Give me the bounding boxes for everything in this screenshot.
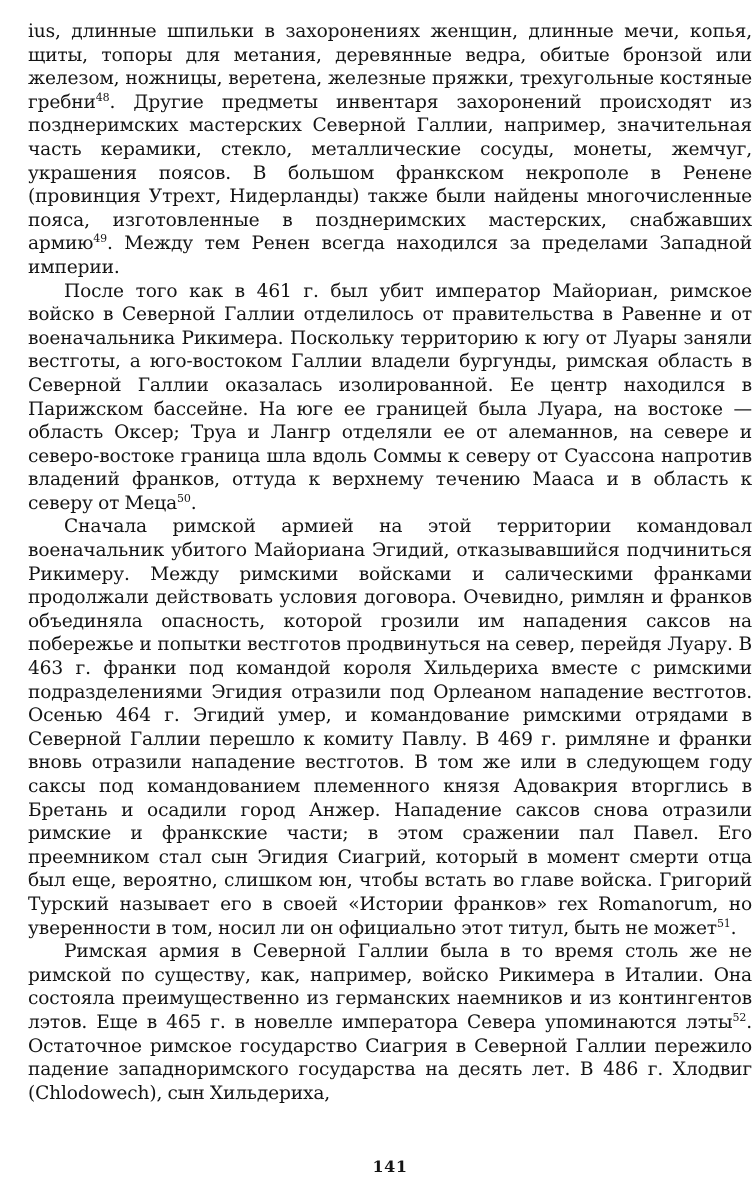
footnote-marker: 51 xyxy=(716,916,731,930)
paragraph-text: . Между тем Ренен всегда находился за пределами Западной империи. xyxy=(28,233,752,278)
paragraph xyxy=(28,20,752,280)
paragraph-text: . xyxy=(190,492,197,514)
footnote-marker: 48 xyxy=(95,90,110,104)
paragraph xyxy=(28,280,752,516)
footnote-marker: 50 xyxy=(177,491,191,505)
paragraph xyxy=(28,940,752,1105)
paragraph-text: Сначала римской армией на этой территории командовал военачальник убитого Майориана Эгидий, отказывавшийся подчиниться Рикимеру. Между римскими войсками и салическими франками продолжали действовать условия договора. Очевидно, римлян и франков объединяла опасность, которой грозили им нападения саксов на побережье и попытки вестготов продвинуться на север, перейдя Луару. В 463 г. франки под командой короля Хильдериха вместе с римскими подразделениями Эгидия отразили под Орлеаном нападение вестготов. Осенью 464 г. Эгидий умер, и командование римскими отрядами в Северной Галлии перешло к комиту Павлу. В 469 г. римляне и франки вновь отразили нападение вестготов. В том же или в следующем году саксы под командованием племенного князя Адовакрия вторглись в Бретань и осадили город Анжер. Нападение саксов снова отразили римские и франкские части; в этом сражении пал Павел. Его преемником стал сын Эгидия Сиагрий, который в момент смерти отца был еще, вероятно, слишком юн, чтобы встать во главе войска. Григорий Турский называет его в своей «Истории франков» rex Romanorum, но уверенности в том, носил ли он официально этот титул, быть не может xyxy=(28,516,752,939)
footnote-marker: 49 xyxy=(93,232,107,246)
paragraph xyxy=(28,515,752,940)
body-text xyxy=(28,20,752,1105)
paragraph-text: . Остаточное римское государство Сиагрия в Северной Галлии пережило падение западноримского государства на десять лет. В 486 г. Хлодвиг (Chlodowech), сын Хильдериха, xyxy=(28,1011,752,1104)
paragraph-text: . Другие предметы инвентаря захоронений происходят из позднеримских мастерских Северной Галлии, например, значительная часть керамики, стекло, металлические сосуды, монеты, жемчуг, украшения поясов. В большом франкском некрополе в Ренене (провинция Утрехт, Нидерланды) также были найдены многочисленные пояса, изготовленные в позднеримских мастерских, снабжавших армию xyxy=(28,91,752,255)
paragraph-text: . xyxy=(730,917,737,939)
footnote-marker: 52 xyxy=(732,1010,747,1024)
paragraph-text: Римская армия в Северной Галлии была в то время столь же не римской по существу, как, например, войско Рикимера в Италии. Она состояла преимущественно из германских наемников и из контингентов лэтов. Еще в 465 г. в новелле императора Севера упоминаются лэты xyxy=(28,941,752,1033)
page-number: 141 xyxy=(372,1157,408,1176)
document-page xyxy=(28,20,752,1176)
paragraph-text: После того как в 461 г. был убит император Майориан, римское войско в Северной Галлии отделилось от правительства в Равенне и от военачальника Рикимера. Поскольку территорию к югу от Луары заняли вестготы, а юго-востоком Галлии владели бургунды, римская область в Северной Галлии оказалась изолированной. Ее центр находился в Парижском бассейне. На юге ее границей была Луара, на востоке — область Оксер; Труа и Лангр отделяли ее от алеманнов, на севере и северо-востоке граница шла вдоль Соммы к северу от Суассона напротив владений франков, оттуда к верхнему течению Мааса и в область к северу от Меца xyxy=(28,280,752,514)
paragraph-text: ius, длинные шпильки в захоронениях женщин, длинные мечи, копья, щиты, топоры для метания, деревянные ведра, обитые бронзой или железом, ножницы, веретена, железные пряжки, трехугольные костяные гребни xyxy=(28,21,752,113)
